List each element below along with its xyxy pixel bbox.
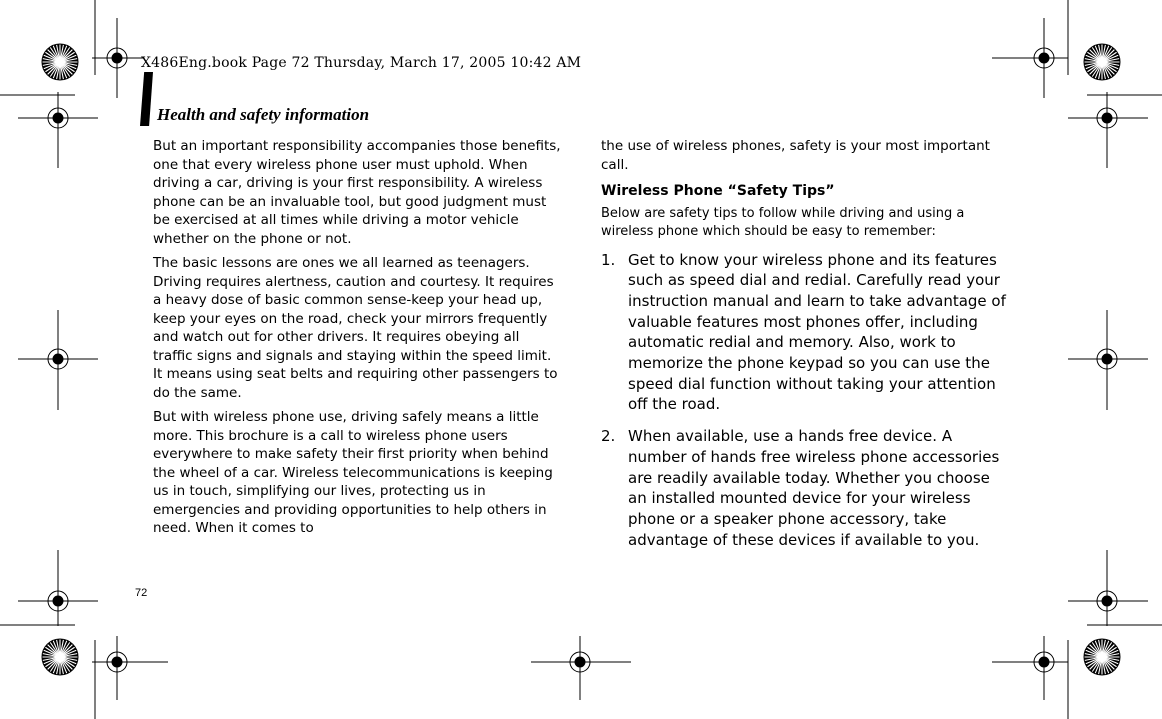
star-target-icon	[42, 44, 78, 80]
registration-crosshair-icon	[992, 636, 1068, 700]
intro-paragraph: Below are safety tips to follow while driving and using a wireless phone which should be easy to remember:	[601, 205, 965, 239]
right-column	[601, 137, 1011, 561]
registration-crosshair-icon	[18, 310, 98, 410]
registration-crosshair-icon	[92, 636, 168, 700]
star-target-icon	[1084, 639, 1120, 675]
print-header-meta: X486Eng.book Page 72 Thursday, March 17, 2005 10:42 AM	[141, 55, 582, 71]
body-paragraph: But an important responsibility accompanies those benefits, one that every wireless phone user must uphold. When driving a car, driving is your first responsibility. A wireless phone can be an invaluable tool, but good judgment must be exercised at all times while driving a motor vehicle whether on the phone or not.	[153, 138, 561, 247]
star-target-icon	[42, 639, 78, 675]
body-paragraph: The basic lessons are ones we all learned as teenagers. Driving requires alertness, caution and courtesy. It requires a heavy dose of basic common sense-keep your head up, keep your eyes on the road, check your mirrors frequently and watch out for other drivers. It requires obeying all traffic signs and signals and staying within the speed limit. It means using seat belts and requiring other passengers to do the same.	[153, 255, 558, 401]
registration-crosshair-icon	[18, 550, 98, 626]
subheading: Wireless Phone “Safety Tips”	[601, 183, 835, 199]
list-item-number: 1.	[601, 250, 616, 269]
registration-crosshair-icon	[1068, 550, 1148, 626]
list-item	[601, 250, 1011, 416]
registration-crosshair-icon	[992, 18, 1068, 98]
section-title: Health and safety information	[157, 105, 370, 124]
registration-crosshair-icon	[1068, 310, 1148, 410]
list-item	[601, 426, 1011, 550]
list-item-number: 2.	[601, 427, 616, 446]
page-number: 72	[135, 587, 148, 599]
registration-crosshair-icon	[18, 92, 98, 168]
left-column	[153, 137, 561, 544]
registration-crosshair-icon	[531, 636, 631, 700]
safety-tips-list	[601, 250, 1011, 551]
registration-crosshair-icon	[92, 18, 143, 98]
list-item-text: When available, use a hands free device. A number of hands free wireless phone accessories are readily available today. Whether you choose an installed mounted device for your wireless phone or a speaker phone accessory, take advantage of these devices if available to you.	[628, 427, 1000, 549]
list-item-text: Get to know your wireless phone and its features such as speed dial and redial. Carefully read your instruction manual and learn to take advantage of valuable features most phones offer, including automatic redial and memory. Also, work to memorize the phone keypad so you can use the speed dial function without taking your attention off the road.	[628, 250, 1006, 414]
continued-paragraph: the use of wireless phones, safety is your most important call.	[601, 138, 990, 173]
body-paragraph: But with wireless phone use, driving safely means a little more. This brochure is a call to wireless phone users everywhere to make safety their first priority when behind the wheel of a car. Wireless telecommunications is keeping us in touch, simplifying our lives, protecting us in emergencies and providing opportunities to help others in need. When it comes to	[153, 409, 553, 536]
star-target-icon	[1084, 44, 1120, 80]
registration-crosshair-icon	[1068, 92, 1148, 168]
